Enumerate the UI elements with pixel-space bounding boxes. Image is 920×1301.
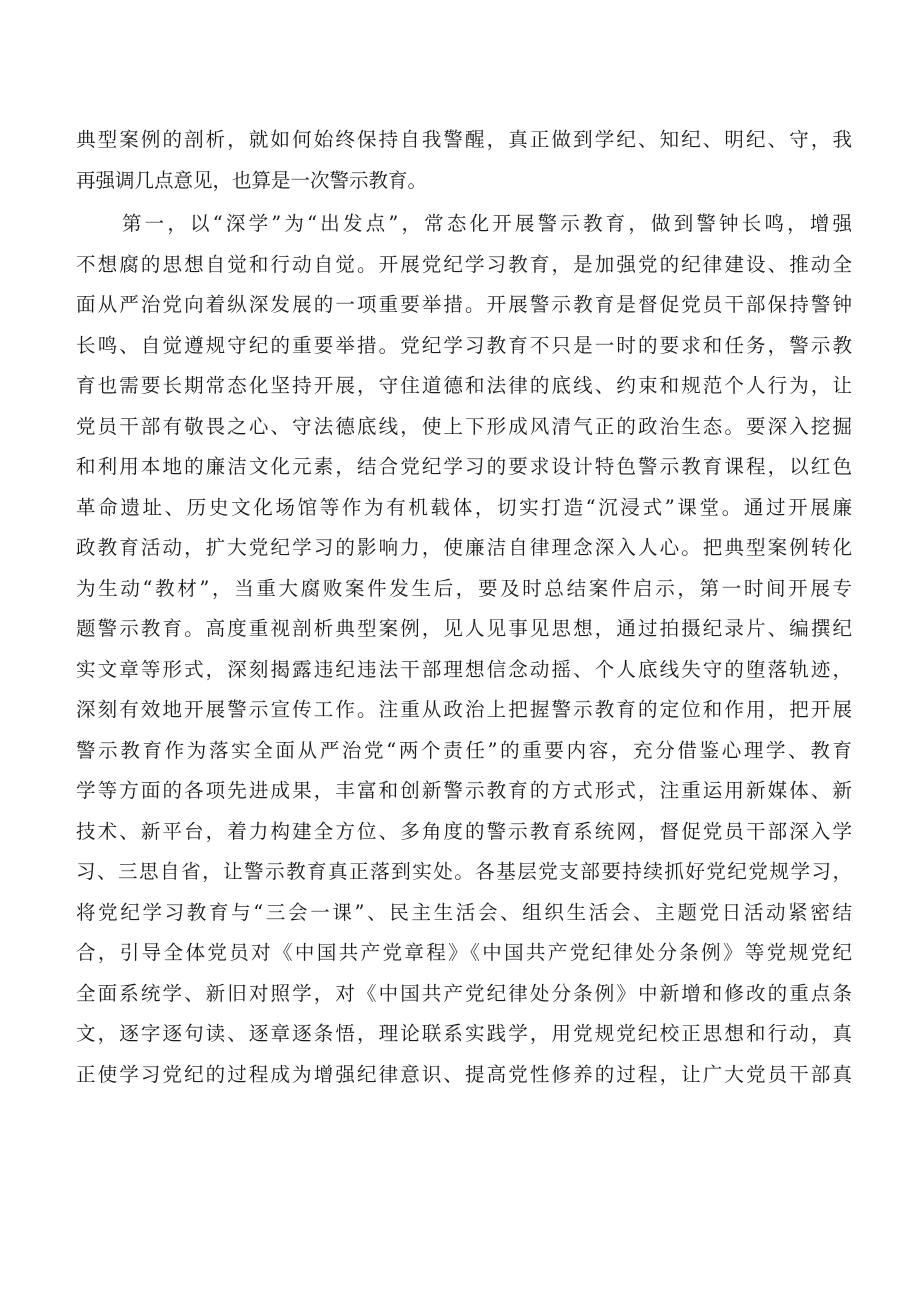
text-line: 典型案例的剖析，就如何始终保持自我警醒，真正做到学纪、知纪、明纪、守，我 <box>76 128 852 151</box>
text-line: 党员干部有敬畏之心、守法德底线，使上下形成风清气正的政治生态。要深入挖掘 <box>76 414 852 438</box>
text-line: 再强调几点意见，也算是一次警示教育。 <box>76 168 428 192</box>
text-line: 技术、新平台，着力构建全方位、多角度的警示教育系统网，督促党员干部深入学 <box>76 819 852 843</box>
text-line: 合，引导全体党员对《中国共产党章程》《中国共产党纪律处分条例》等党规党纪 <box>76 941 852 964</box>
text-line: 和利用本地的廉洁文化元素，结合党纪学习的要求设计特色警示教育课程，以红色 <box>76 455 852 478</box>
text-line: 将党纪学习教育与“三会一课”、民主生活会、组织生活会、主题党日活动紧密结 <box>76 900 852 924</box>
text-line: 实文章等形式，深刻揭露违纪违法干部理想信念动摇、个人底线失守的堕落轨迹， <box>76 657 852 681</box>
text-line: 习、三思自省，让警示教育真正落到实处。各基层党支部要持续抓好党纪党规学习， <box>76 860 852 883</box>
text-line: 不想腐的思想自觉和行动自觉。开展党纪学习教育，是加强党的纪律建设、推动全 <box>76 252 852 276</box>
text-line: 长鸣、自觉遵规守纪的重要举措。党纪学习教育不只是一时的要求和任务，警示教 <box>76 333 852 357</box>
text-line: 警示教育作为落实全面从严治党“两个责任”的重要内容，充分借鉴心理学、教育 <box>76 738 852 762</box>
text-line: 为生动“教材”，当重大腐败案件发生后，要及时总结案件启示，第一时间开展专 <box>76 576 852 600</box>
text-line: 革命遗址、历史文化场馆等作为有机载体，切实打造“沉浸式”课堂。通过开展廉 <box>76 495 852 519</box>
text-line: 全面系统学、新旧对照学，对《中国共产党纪律处分条例》中新增和修改的重点条 <box>76 981 852 1005</box>
paragraph-intro <box>76 120 852 201</box>
text-line <box>76 1095 852 1136</box>
text-line: 育也需要长期常态化坚持开展，守住道德和法律的底线、约束和规范个人行为，让 <box>76 374 852 397</box>
text-line: 文，逐字逐句读、逐章逐条悟，理论联系实践学，用党规党纪校正思想和行动，真 <box>76 1022 852 1045</box>
text-line: 学等方面的各项先进成果，丰富和创新警示教育的方式形式，注重运用新媒体、新 <box>76 779 852 802</box>
text-line: 面从严治党向着纵深发展的一项重要举措。开展警示教育是督促党员干部保持警钟 <box>76 293 852 316</box>
paragraph-first-point <box>76 204 852 1136</box>
text-line: 第一，以“深学”为“出发点”，常态化开展警示教育，做到警钟长鸣，增强 <box>122 212 852 235</box>
text-line: 正使学习党纪的过程成为增强纪律意识、提高党性修养的过程，让广大党员干部真 <box>76 1062 852 1086</box>
text-line: 深刻有效地开展警示宣传工作。注重从政治上把握警示教育的定位和作用，把开展 <box>76 698 852 721</box>
text-line: 政教育活动，扩大党纪学习的影响力，使廉洁自律理念深入人心。把典型案例转化 <box>76 536 852 559</box>
text-line: 题警示教育。高度重视剖析典型案例，见人见事见思想，通过拍摄纪录片、编撰纪 <box>76 617 852 640</box>
